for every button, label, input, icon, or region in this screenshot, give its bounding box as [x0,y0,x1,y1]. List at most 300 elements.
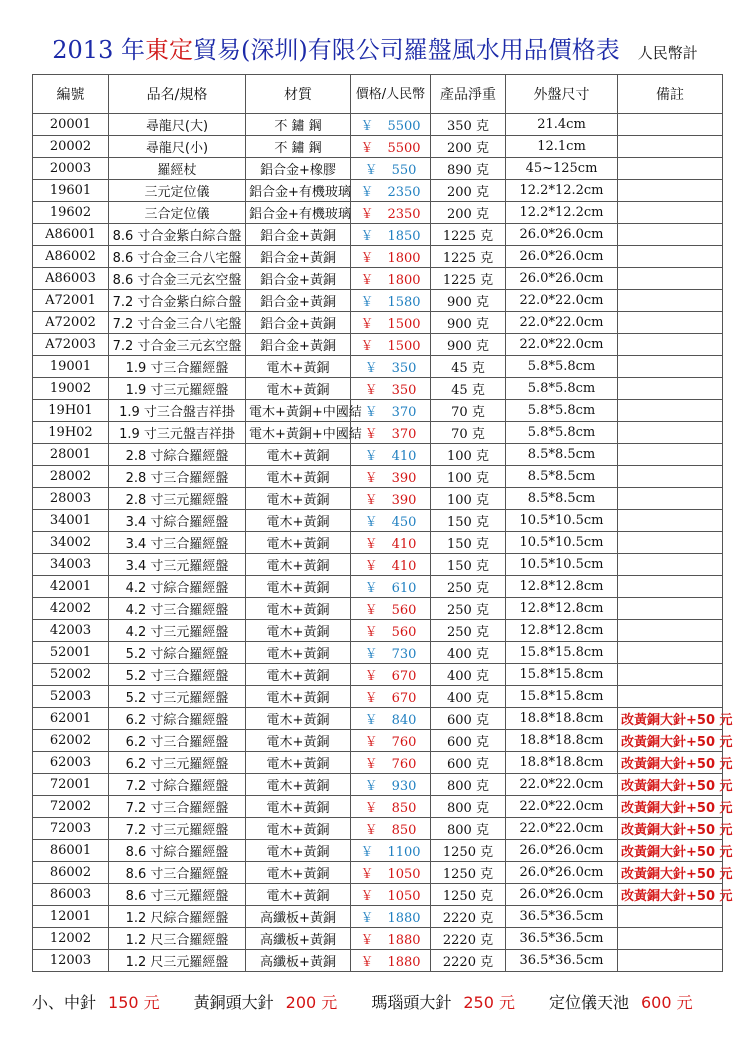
cell-weight: 100 克 [431,488,506,510]
cell-code: 12003 [33,950,109,972]
cell-size: 12.2*12.2cm [506,180,618,202]
cell-note [618,136,723,158]
cell-weight: 200 克 [431,136,506,158]
cell-note [618,510,723,532]
cell-name: 1.9 寸三元羅經盤 [109,378,246,400]
cell-price [351,400,431,422]
cell-note: 改黃銅大針+50 元 [618,752,723,774]
cell-material: 電木+黃銅 [246,730,351,752]
currency-symbol: ￥ [364,779,378,794]
price-value: 2350 [387,185,421,200]
currency-symbol: ￥ [360,141,374,156]
currency-symbol: ￥ [364,449,378,464]
cell-note [618,356,723,378]
currency-symbol: ￥ [360,867,374,882]
cell-weight: 900 克 [431,334,506,356]
cell-material: 鋁合金+有機玻璃 [246,180,351,202]
cell-name: 4.2 寸三元羅經盤 [109,620,246,642]
cell-weight: 800 克 [431,774,506,796]
cell-material: 電木+黃銅 [246,840,351,862]
currency-symbol: ￥ [360,911,374,926]
cell-size: 22.0*22.0cm [506,312,618,334]
cell-size: 36.5*36.5cm [506,906,618,928]
cell-weight: 70 克 [431,422,506,444]
cell-price [351,532,431,554]
cell-name: 6.2 寸三合羅經盤 [109,730,246,752]
currency-symbol: ￥ [364,361,378,376]
table-row [33,202,723,224]
price-value: 390 [391,493,417,508]
cell-note: 改黃銅大針+50 元 [618,774,723,796]
cell-price [351,840,431,862]
table-body [33,114,733,972]
footer-item [549,990,693,1014]
price-value: 370 [391,427,417,442]
cell-material: 電木+黃銅 [246,444,351,466]
table-row [33,290,723,312]
table-row [33,598,723,620]
cell-code: 72002 [33,796,109,818]
cell-size: 8.5*8.5cm [506,466,618,488]
cell-material: 電木+黃銅 [246,488,351,510]
cell-name: 1.9 寸三合羅經盤 [109,356,246,378]
currency-symbol: ￥ [360,317,374,332]
currency-symbol: ￥ [364,735,378,750]
table-row [33,114,723,136]
cell-name: 6.2 寸三元羅經盤 [109,752,246,774]
cell-size: 18.8*18.8cm [506,752,618,774]
cell-name: 1.2 尺三元羅經盤 [109,950,246,972]
cell-note [618,268,723,290]
cell-price [351,642,431,664]
table-row [33,774,723,796]
cell-code: A72001 [33,290,109,312]
currency-symbol: ￥ [364,801,378,816]
table-row [33,268,723,290]
cell-price [351,180,431,202]
footer-amount: 250 元 [463,993,515,1012]
cell-name: 2.8 寸綜合羅經盤 [109,444,246,466]
cell-material: 電木+黃銅 [246,576,351,598]
price-value: 730 [391,647,417,662]
table-row [33,356,723,378]
cell-note [618,576,723,598]
cell-material: 鋁合金+黃銅 [246,290,351,312]
table-row [33,136,723,158]
currency-symbol: ￥ [364,757,378,772]
footer-label: 黃銅頭大針 [193,993,274,1012]
table-row [33,642,723,664]
cell-weight: 400 克 [431,642,506,664]
cell-material: 電木+黃銅 [246,774,351,796]
cell-material: 電木+黃銅 [246,818,351,840]
cell-name: 2.8 寸三元羅經盤 [109,488,246,510]
price-value: 840 [391,713,417,728]
cell-price [351,356,431,378]
cell-price [351,136,431,158]
cell-note [618,158,723,180]
cell-name: 7.2 寸合金三元玄空盤 [109,334,246,356]
cell-material: 鋁合金+黃銅 [246,268,351,290]
price-value: 560 [391,603,417,618]
header-code: 編號 [33,75,109,114]
cell-note [618,950,723,972]
cell-weight: 1225 克 [431,224,506,246]
table-row [33,246,723,268]
table-row [33,818,723,840]
price-value: 760 [391,735,417,750]
cell-price [351,884,431,906]
cell-price [351,752,431,774]
price-value: 410 [391,537,417,552]
cell-price [351,664,431,686]
cell-weight: 600 克 [431,708,506,730]
cell-size: 26.0*26.0cm [506,862,618,884]
cell-size: 8.5*8.5cm [506,444,618,466]
cell-name: 6.2 寸綜合羅經盤 [109,708,246,730]
cell-price [351,554,431,576]
currency-symbol: ￥ [364,559,378,574]
cell-note [618,290,723,312]
cell-note [618,686,723,708]
table-row [33,444,723,466]
cell-material: 鋁合金+黃銅 [246,334,351,356]
cell-price [351,708,431,730]
cell-size: 5.8*5.8cm [506,378,618,400]
table-row [33,906,723,928]
cell-code: 42002 [33,598,109,620]
currency-symbol: ￥ [360,889,374,904]
cell-size: 15.8*15.8cm [506,686,618,708]
price-value: 610 [391,581,417,596]
header-weight: 產品淨重 [431,75,506,114]
cell-material: 鋁合金+黃銅 [246,224,351,246]
cell-code: 28001 [33,444,109,466]
cell-name: 1.2 尺綜合羅經盤 [109,906,246,928]
cell-note [618,422,723,444]
price-value: 350 [391,361,417,376]
cell-weight: 900 克 [431,312,506,334]
price-value: 760 [391,757,417,772]
cell-size: 21.4cm [506,114,618,136]
cell-price [351,246,431,268]
cell-code: 19001 [33,356,109,378]
cell-weight: 250 克 [431,598,506,620]
cell-code: 20003 [33,158,109,180]
cell-weight: 250 克 [431,620,506,642]
currency-symbol: ￥ [360,229,374,244]
cell-code: A72003 [33,334,109,356]
cell-name: 羅經杖 [109,158,246,180]
cell-name: 8.6 寸綜合羅經盤 [109,840,246,862]
cell-material: 鋁合金+橡膠 [246,158,351,180]
cell-size: 26.0*26.0cm [506,224,618,246]
currency-symbol: ￥ [364,493,378,508]
cell-note: 改黃銅大針+50 元 [618,818,723,840]
cell-code: 52002 [33,664,109,686]
cell-name: 1.2 尺三合羅經盤 [109,928,246,950]
cell-weight: 150 克 [431,532,506,554]
cell-name: 8.6 寸三合羅經盤 [109,862,246,884]
table-row [33,708,723,730]
cell-size: 22.0*22.0cm [506,334,618,356]
table-row [33,576,723,598]
cell-price [351,950,431,972]
table-row [33,400,723,422]
cell-name: 8.6 寸合金三元玄空盤 [109,268,246,290]
cell-note: 改黃銅大針+50 元 [618,796,723,818]
cell-note [618,928,723,950]
currency-symbol: ￥ [360,845,374,860]
title-company-highlight: 東定 [144,36,193,64]
footer-item [371,990,515,1014]
cell-price [351,818,431,840]
cell-price [351,796,431,818]
cell-code: 19H01 [33,400,109,422]
cell-weight: 900 克 [431,290,506,312]
cell-size: 36.5*36.5cm [506,928,618,950]
cell-name: 7.2 寸合金紫白綜合盤 [109,290,246,312]
cell-size: 12.8*12.8cm [506,576,618,598]
cell-price [351,378,431,400]
cell-code: 52001 [33,642,109,664]
table-row [33,950,723,972]
cell-weight: 2220 克 [431,950,506,972]
currency-symbol: ￥ [360,119,374,134]
cell-size: 10.5*10.5cm [506,554,618,576]
cell-note [618,620,723,642]
cell-note [618,400,723,422]
price-value: 350 [391,383,417,398]
cell-price [351,290,431,312]
cell-size: 12.8*12.8cm [506,620,618,642]
price-value: 1100 [387,845,421,860]
footer-label: 瑪瑙頭大針 [371,993,452,1012]
cell-size: 8.5*8.5cm [506,488,618,510]
table-row [33,862,723,884]
price-value: 1500 [387,339,421,354]
cell-code: 86002 [33,862,109,884]
cell-code: 52003 [33,686,109,708]
price-value: 930 [391,779,417,794]
cell-price [351,334,431,356]
cell-material: 高纖板+黃銅 [246,928,351,950]
cell-size: 5.8*5.8cm [506,356,618,378]
price-value: 1500 [387,317,421,332]
cell-name: 2.8 寸三合羅經盤 [109,466,246,488]
price-value: 1880 [387,933,421,948]
footer-label: 小、中針 [32,993,97,1012]
cell-note [618,598,723,620]
header-name: 品名/規格 [109,75,246,114]
price-value: 670 [391,669,417,684]
cell-price [351,928,431,950]
currency-symbol: ￥ [360,955,374,970]
currency-symbol: ￥ [364,603,378,618]
price-value: 1050 [387,867,421,882]
cell-note [618,202,723,224]
cell-weight: 890 克 [431,158,506,180]
cell-material: 電木+黃銅+中國結 [246,422,351,444]
cell-note [618,378,723,400]
cell-material: 電木+黃銅 [246,686,351,708]
cell-code: 19601 [33,180,109,202]
cell-name: 7.2 寸三元羅經盤 [109,818,246,840]
cell-note [618,466,723,488]
cell-note [618,642,723,664]
cell-name: 尋龍尺(小) [109,136,246,158]
cell-material: 電木+黃銅 [246,752,351,774]
cell-code: 12002 [33,928,109,950]
cell-material: 電木+黃銅 [246,378,351,400]
currency-symbol: ￥ [364,823,378,838]
cell-material: 電木+黃銅 [246,620,351,642]
cell-weight: 800 克 [431,796,506,818]
table-row [33,466,723,488]
cell-code: 72001 [33,774,109,796]
cell-note: 改黃銅大針+50 元 [618,862,723,884]
currency-symbol: ￥ [364,383,378,398]
cell-name: 7.2 寸綜合羅經盤 [109,774,246,796]
table-row [33,158,723,180]
cell-note [618,488,723,510]
footer-amount: 600 元 [640,993,693,1012]
cell-material: 電木+黃銅 [246,532,351,554]
header-size: 外盤尺寸 [506,75,618,114]
cell-code: A86003 [33,268,109,290]
cell-weight: 1250 克 [431,884,506,906]
table-row [33,554,723,576]
cell-size: 12.1cm [506,136,618,158]
cell-size: 10.5*10.5cm [506,532,618,554]
cell-note [618,906,723,928]
currency-note: 人民幣計 [637,44,698,62]
cell-note [618,334,723,356]
cell-code: 28002 [33,466,109,488]
cell-price [351,202,431,224]
title-rest: 貿易(深圳)有限公司羅盤風水用品價格表 [192,36,620,64]
cell-price [351,730,431,752]
price-value: 390 [391,471,417,486]
cell-name: 7.2 寸三合羅經盤 [109,796,246,818]
cell-size: 26.0*26.0cm [506,268,618,290]
cell-code: 42003 [33,620,109,642]
cell-material: 電木+黃銅 [246,554,351,576]
cell-material: 電木+黃銅 [246,664,351,686]
cell-material: 電木+黃銅 [246,510,351,532]
cell-price [351,224,431,246]
cell-material: 鋁合金+黃銅 [246,246,351,268]
cell-weight: 400 克 [431,664,506,686]
cell-size: 26.0*26.0cm [506,840,618,862]
currency-symbol: ￥ [364,647,378,662]
cell-size: 18.8*18.8cm [506,730,618,752]
cell-price [351,598,431,620]
currency-symbol: ￥ [360,295,374,310]
cell-code: 34002 [33,532,109,554]
currency-symbol: ￥ [360,251,374,266]
cell-name: 7.2 寸合金三合八宅盤 [109,312,246,334]
currency-symbol: ￥ [360,339,374,354]
cell-size: 26.0*26.0cm [506,884,618,906]
cell-name: 三合定位儀 [109,202,246,224]
price-value: 450 [391,515,417,530]
cell-material: 電木+黃銅 [246,708,351,730]
cell-size: 10.5*10.5cm [506,510,618,532]
cell-code: 28003 [33,488,109,510]
footer-item [32,990,160,1014]
table-row [33,928,723,950]
cell-weight: 200 克 [431,180,506,202]
price-value: 1800 [387,251,421,266]
footer-prices [32,990,722,1014]
cell-name: 3.4 寸三合羅經盤 [109,532,246,554]
price-value: 1850 [387,229,421,244]
cell-note: 改黃銅大針+50 元 [618,884,723,906]
price-value: 850 [391,823,417,838]
currency-symbol: ￥ [364,669,378,684]
cell-weight: 70 克 [431,400,506,422]
cell-size: 45~125cm [506,158,618,180]
cell-price [351,774,431,796]
cell-name: 3.4 寸三元羅經盤 [109,554,246,576]
cell-name: 三元定位儀 [109,180,246,202]
cell-material: 不 鏽 鋼 [246,114,351,136]
cell-price [351,312,431,334]
price-value: 1580 [387,295,421,310]
cell-note [618,224,723,246]
cell-size: 18.8*18.8cm [506,708,618,730]
cell-code: 62001 [33,708,109,730]
price-value: 850 [391,801,417,816]
cell-price [351,114,431,136]
table-header-row [33,75,723,114]
currency-symbol: ￥ [364,471,378,486]
cell-weight: 400 克 [431,686,506,708]
cell-name: 3.4 寸綜合羅經盤 [109,510,246,532]
cell-weight: 350 克 [431,114,506,136]
cell-price [351,620,431,642]
cell-name: 5.2 寸三合羅經盤 [109,664,246,686]
cell-size: 22.0*22.0cm [506,774,618,796]
price-value: 410 [391,449,417,464]
table-row [33,664,723,686]
cell-material: 高纖板+黃銅 [246,906,351,928]
price-value: 5500 [387,141,421,156]
cell-note [618,114,723,136]
cell-price [351,906,431,928]
cell-note: 改黃銅大針+50 元 [618,708,723,730]
header-price: 價格/人民幣 [351,75,431,114]
cell-note: 改黃銅大針+50 元 [618,730,723,752]
currency-symbol: ￥ [364,581,378,596]
cell-note [618,444,723,466]
cell-name: 8.6 寸合金三合八宅盤 [109,246,246,268]
cell-weight: 45 克 [431,378,506,400]
table-row [33,334,723,356]
cell-material: 不 鏽 鋼 [246,136,351,158]
table-row [33,422,723,444]
currency-symbol: ￥ [364,515,378,530]
cell-note [618,532,723,554]
cell-code: A86002 [33,246,109,268]
cell-material: 高纖板+黃銅 [246,950,351,972]
cell-weight: 2220 克 [431,928,506,950]
cell-note [618,664,723,686]
cell-code: A72002 [33,312,109,334]
header-material: 材質 [246,75,351,114]
cell-size: 15.8*15.8cm [506,642,618,664]
